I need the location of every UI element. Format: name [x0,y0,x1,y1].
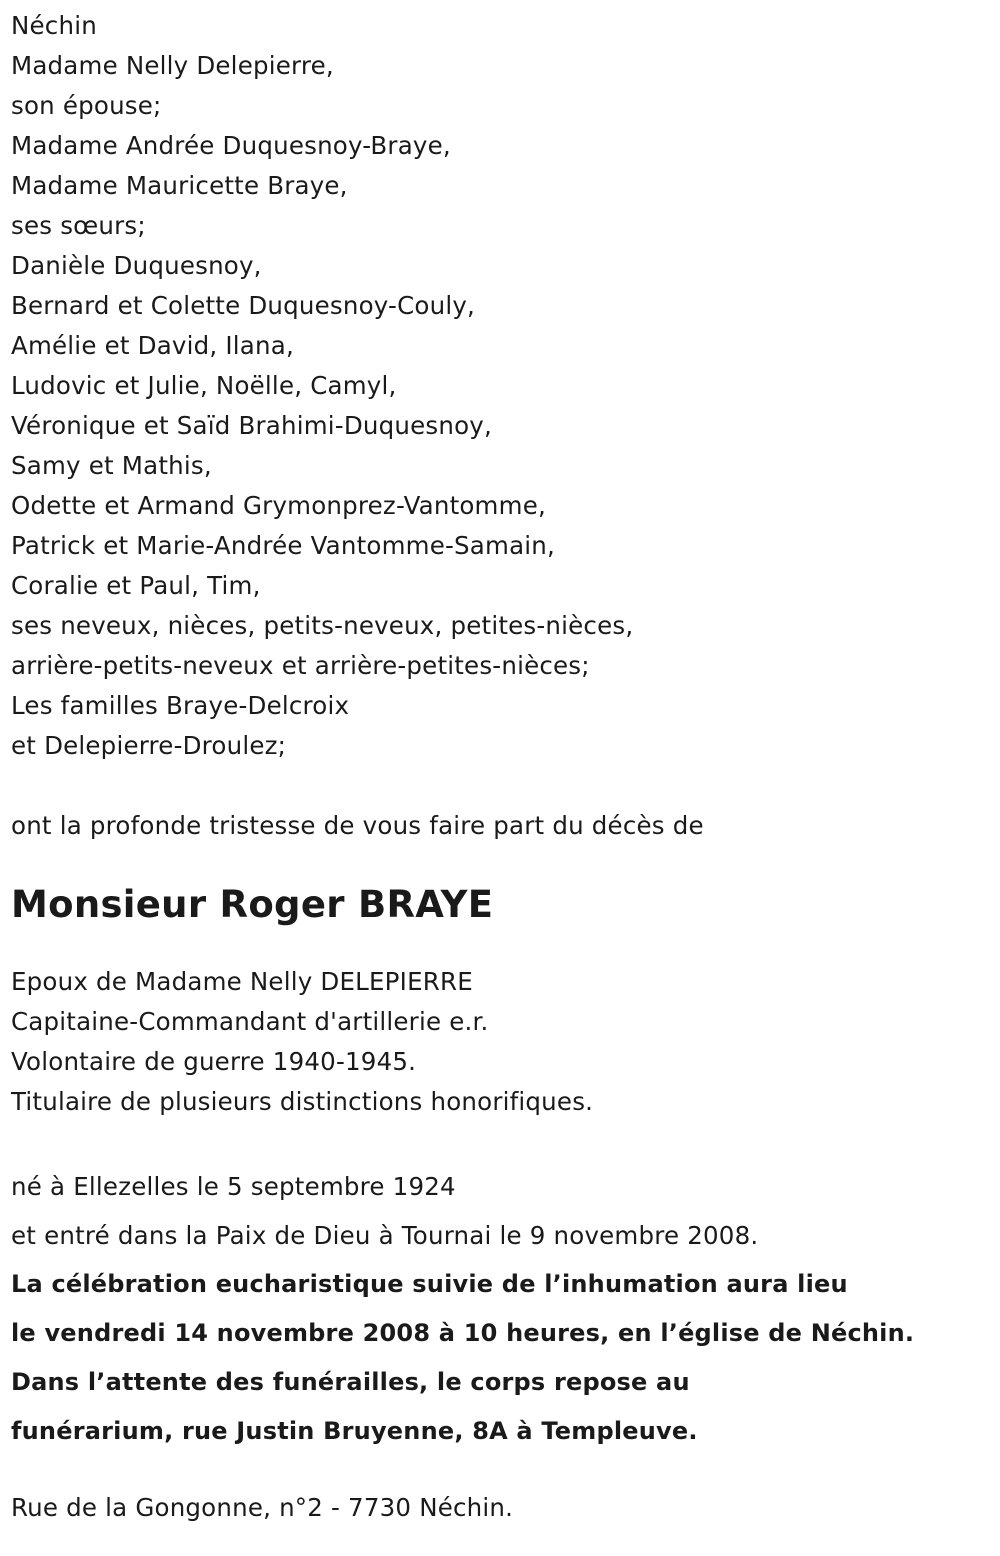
birth-line: né à Ellezelles le 5 septembre 1924 [11,1172,456,1201]
family-line: Les familles Braye-Delcroix [11,691,350,720]
family-line: ses neveux, nièces, petits-neveux, petites-nièces, [11,611,634,640]
ceremony-line: La célébration eucharistique suivie de l’inhumation aura lieu [11,1270,848,1298]
title-line: Capitaine-Commandant d'artillerie e.r. [11,1007,489,1036]
family-line: son épouse; [11,91,162,120]
family-line: et Delepierre-Droulez; [11,731,287,760]
ceremony-line: funérarium, rue Justin Bruyenne, 8A à Templeuve. [11,1417,698,1445]
dates-block [11,1162,991,1260]
family-line: Madame Andrée Duquesnoy-Braye, [11,131,451,160]
title-line: Volontaire de guerre 1940-1945. [11,1047,417,1076]
obituary-notice [11,0,991,1528]
family-line: Amélie et David, Ilana, [11,331,294,360]
family-line: Samy et Mathis, [11,451,212,480]
ceremony-line: le vendredi 14 novembre 2008 à 10 heures, en l’église de Néchin. [11,1319,915,1347]
family-line: Madame Nelly Delepierre, [11,51,334,80]
family-line: arrière-petits-neveux et arrière-petites-nièces; [11,651,590,680]
ceremony-block [11,1260,991,1456]
family-line: Ludovic et Julie, Noëlle, Camyl, [11,371,397,400]
family-list [11,6,991,766]
family-line: Bernard et Colette Duquesnoy-Couly, [11,291,476,320]
title-line: Epoux de Madame Nelly DELEPIERRE [11,967,473,996]
family-line: Odette et Armand Grymonprez-Vantomme, [11,491,546,520]
announcement-text: ont la profonde tristesse de vous faire part du décès de [11,811,704,840]
family-line: Véronique et Saïd Brahimi-Duquesnoy, [11,411,492,440]
death-line: et entré dans la Paix de Dieu à Tournai le 9 novembre 2008. [11,1221,759,1250]
family-line: Coralie et Paul, Tim, [11,571,261,600]
ceremony-line: Dans l’attente des funérailles, le corps repose au [11,1368,690,1396]
deceased-name: Monsieur Roger BRAYE [11,883,494,926]
family-line: Madame Mauricette Braye, [11,171,348,200]
title-line: Titulaire de plusieurs distinctions honorifiques. [11,1087,594,1116]
family-line: Danièle Duquesnoy, [11,251,262,280]
address-line: Rue de la Gongonne, n°2 - 7730 Néchin. [11,1493,514,1522]
family-line: ses sœurs; [11,211,146,240]
titles-block [11,962,991,1122]
family-line: Néchin [11,11,97,40]
family-line: Patrick et Marie-Andrée Vantomme-Samain, [11,531,556,560]
